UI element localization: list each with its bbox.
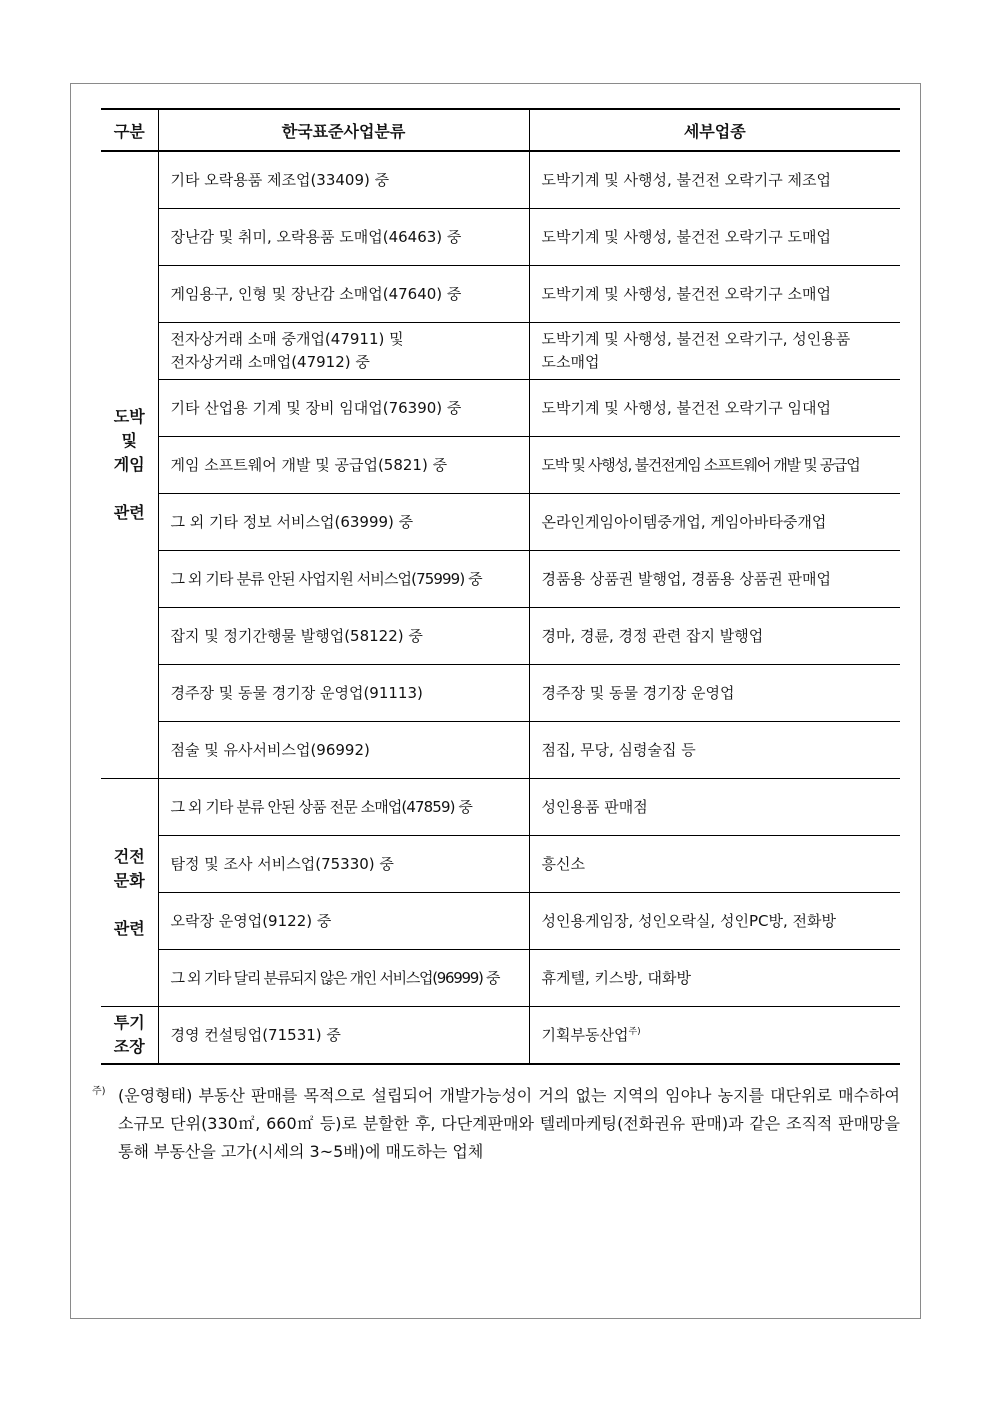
detail-cell: 도박기계 및 사행성, 불건전 오락기구 도매업 [529,209,900,266]
group-label-line: 관련 [113,918,145,938]
detail-cell: 휴게텔, 키스방, 대화방 [529,950,900,1007]
detail-text: 기획부동산업 [541,1025,629,1044]
detail-line: 도박기계 및 사행성, 불건전 오락기구, 성인용품 [541,330,851,348]
group-label-line: 투기 [113,1013,145,1032]
detail-cell: 도박기계 및 사행성, 불건전 오락기구 소매업 [529,266,900,323]
table-row [101,551,900,608]
table-row [101,836,900,893]
table-row [101,893,900,950]
table-row [101,779,900,836]
detail-cell: 경마, 경륜, 경정 관련 잡지 발행업 [529,608,900,665]
detail-cell: 경주장 및 동물 경기장 운영업 [529,665,900,722]
group-label-culture [101,779,158,1007]
industry-cell: 기타 산업용 기계 및 장비 임대업(76390) 중 [158,380,529,437]
industry-cell: 경주장 및 동물 경기장 운영업(91113) [158,665,529,722]
table-row [101,722,900,779]
industry-cell: 게임용구, 인형 및 장난감 소매업(47640) 중 [158,266,529,323]
group-label-line: 도박 [113,407,145,426]
group-culture [101,779,900,1007]
footnote [92,1082,900,1166]
header-standard-industry: 한국표준사업분류 [158,109,529,151]
table-row [101,380,900,437]
industry-cell [158,323,529,380]
header-category: 구분 [101,109,158,151]
group-label-line: 조장 [113,1037,145,1056]
detail-cell: 점집, 무당, 심령술집 등 [529,722,900,779]
table-row [101,266,900,323]
industry-cell: 그 외 기타 정보 서비스업(63999) 중 [158,494,529,551]
group-label-line: 관련 [113,503,145,522]
industry-cell: 그 외 기타 분류 안된 상품 전문 소매업(47859) 중 [158,779,529,836]
group-label-line: 문화 [113,870,145,890]
industry-line: 전자상거래 소매업(47912) 중 [170,353,370,371]
industry-line: 전자상거래 소매 중개업(47911) 및 [170,330,404,348]
table-header-row [101,109,900,151]
table-row [101,608,900,665]
detail-cell: 도박 및 사행성, 불건전게임 소프트웨어 개발 및 공급업 [529,437,900,494]
table-row [101,209,900,266]
industry-cell: 그 외 기타 달리 분류되지 않은 개인 서비스업(96999) 중 [158,950,529,1007]
detail-cell: 성인용품 판매점 [529,779,900,836]
footnote-mark: 주) [92,1086,106,1097]
industry-cell: 경영 컨설팅업(71531) 중 [158,1007,529,1065]
detail-cell [529,323,900,380]
group-label-gambling [101,151,158,779]
industry-classification-table [101,108,900,1065]
detail-cell: 온라인게임아이템중개업, 게임아바타중개업 [529,494,900,551]
header-detailed-business: 세부업종 [529,109,900,151]
table-row [101,323,900,380]
detail-cell: 도박기계 및 사행성, 불건전 오락기구 제조업 [529,151,900,209]
detail-cell [529,1007,900,1065]
group-label-line: 게임 [113,455,145,474]
industry-cell: 그 외 기타 분류 안된 사업지원 서비스업(75999) 중 [158,551,529,608]
detail-cell: 성인용게임장, 성인오락실, 성인PC방, 전화방 [529,893,900,950]
footnote-text: (운영형태) 부동산 판매를 목적으로 설립되어 개발가능성이 거의 없는 지역의 임야나 농지를 대단위로 매수하여 소규모 단위(330㎡, 660㎡ 등)로 분할한 후, 다단계판매와 텔레마케팅(전화권유 판매)과 같은 조직적 판매망을 통해 부동산을 고가(시세의 3~5배)에 매도하는 업체 [118,1086,900,1161]
table-row [101,437,900,494]
detail-cell: 도박기계 및 사행성, 불건전 오락기구 임대업 [529,380,900,437]
detail-cell: 흥신소 [529,836,900,893]
detail-cell: 경품용 상품권 발행업, 경품용 상품권 판매업 [529,551,900,608]
industry-cell: 기타 오락용품 제조업(33409) 중 [158,151,529,209]
table-row [101,494,900,551]
detail-line: 도소매업 [541,353,600,371]
industry-cell: 탐정 및 조사 서비스업(75330) 중 [158,836,529,893]
footnote-reference: 주) [628,1026,641,1037]
table-row [101,665,900,722]
group-label-speculation [101,1007,158,1065]
group-gambling-games [101,151,900,779]
group-label-line: 건전 [113,846,145,866]
table-row [101,950,900,1007]
industry-cell: 게임 소프트웨어 개발 및 공급업(5821) 중 [158,437,529,494]
industry-cell: 잡지 및 정기간행물 발행업(58122) 중 [158,608,529,665]
group-speculation [101,1007,900,1065]
industry-cell: 오락장 운영업(9122) 중 [158,893,529,950]
table-row [101,151,900,209]
industry-cell: 장난감 및 취미, 오락용품 도매업(46463) 중 [158,209,529,266]
group-label-line: 및 [121,431,137,450]
table-row [101,1007,900,1065]
industry-cell: 점술 및 유사서비스업(96992) [158,722,529,779]
